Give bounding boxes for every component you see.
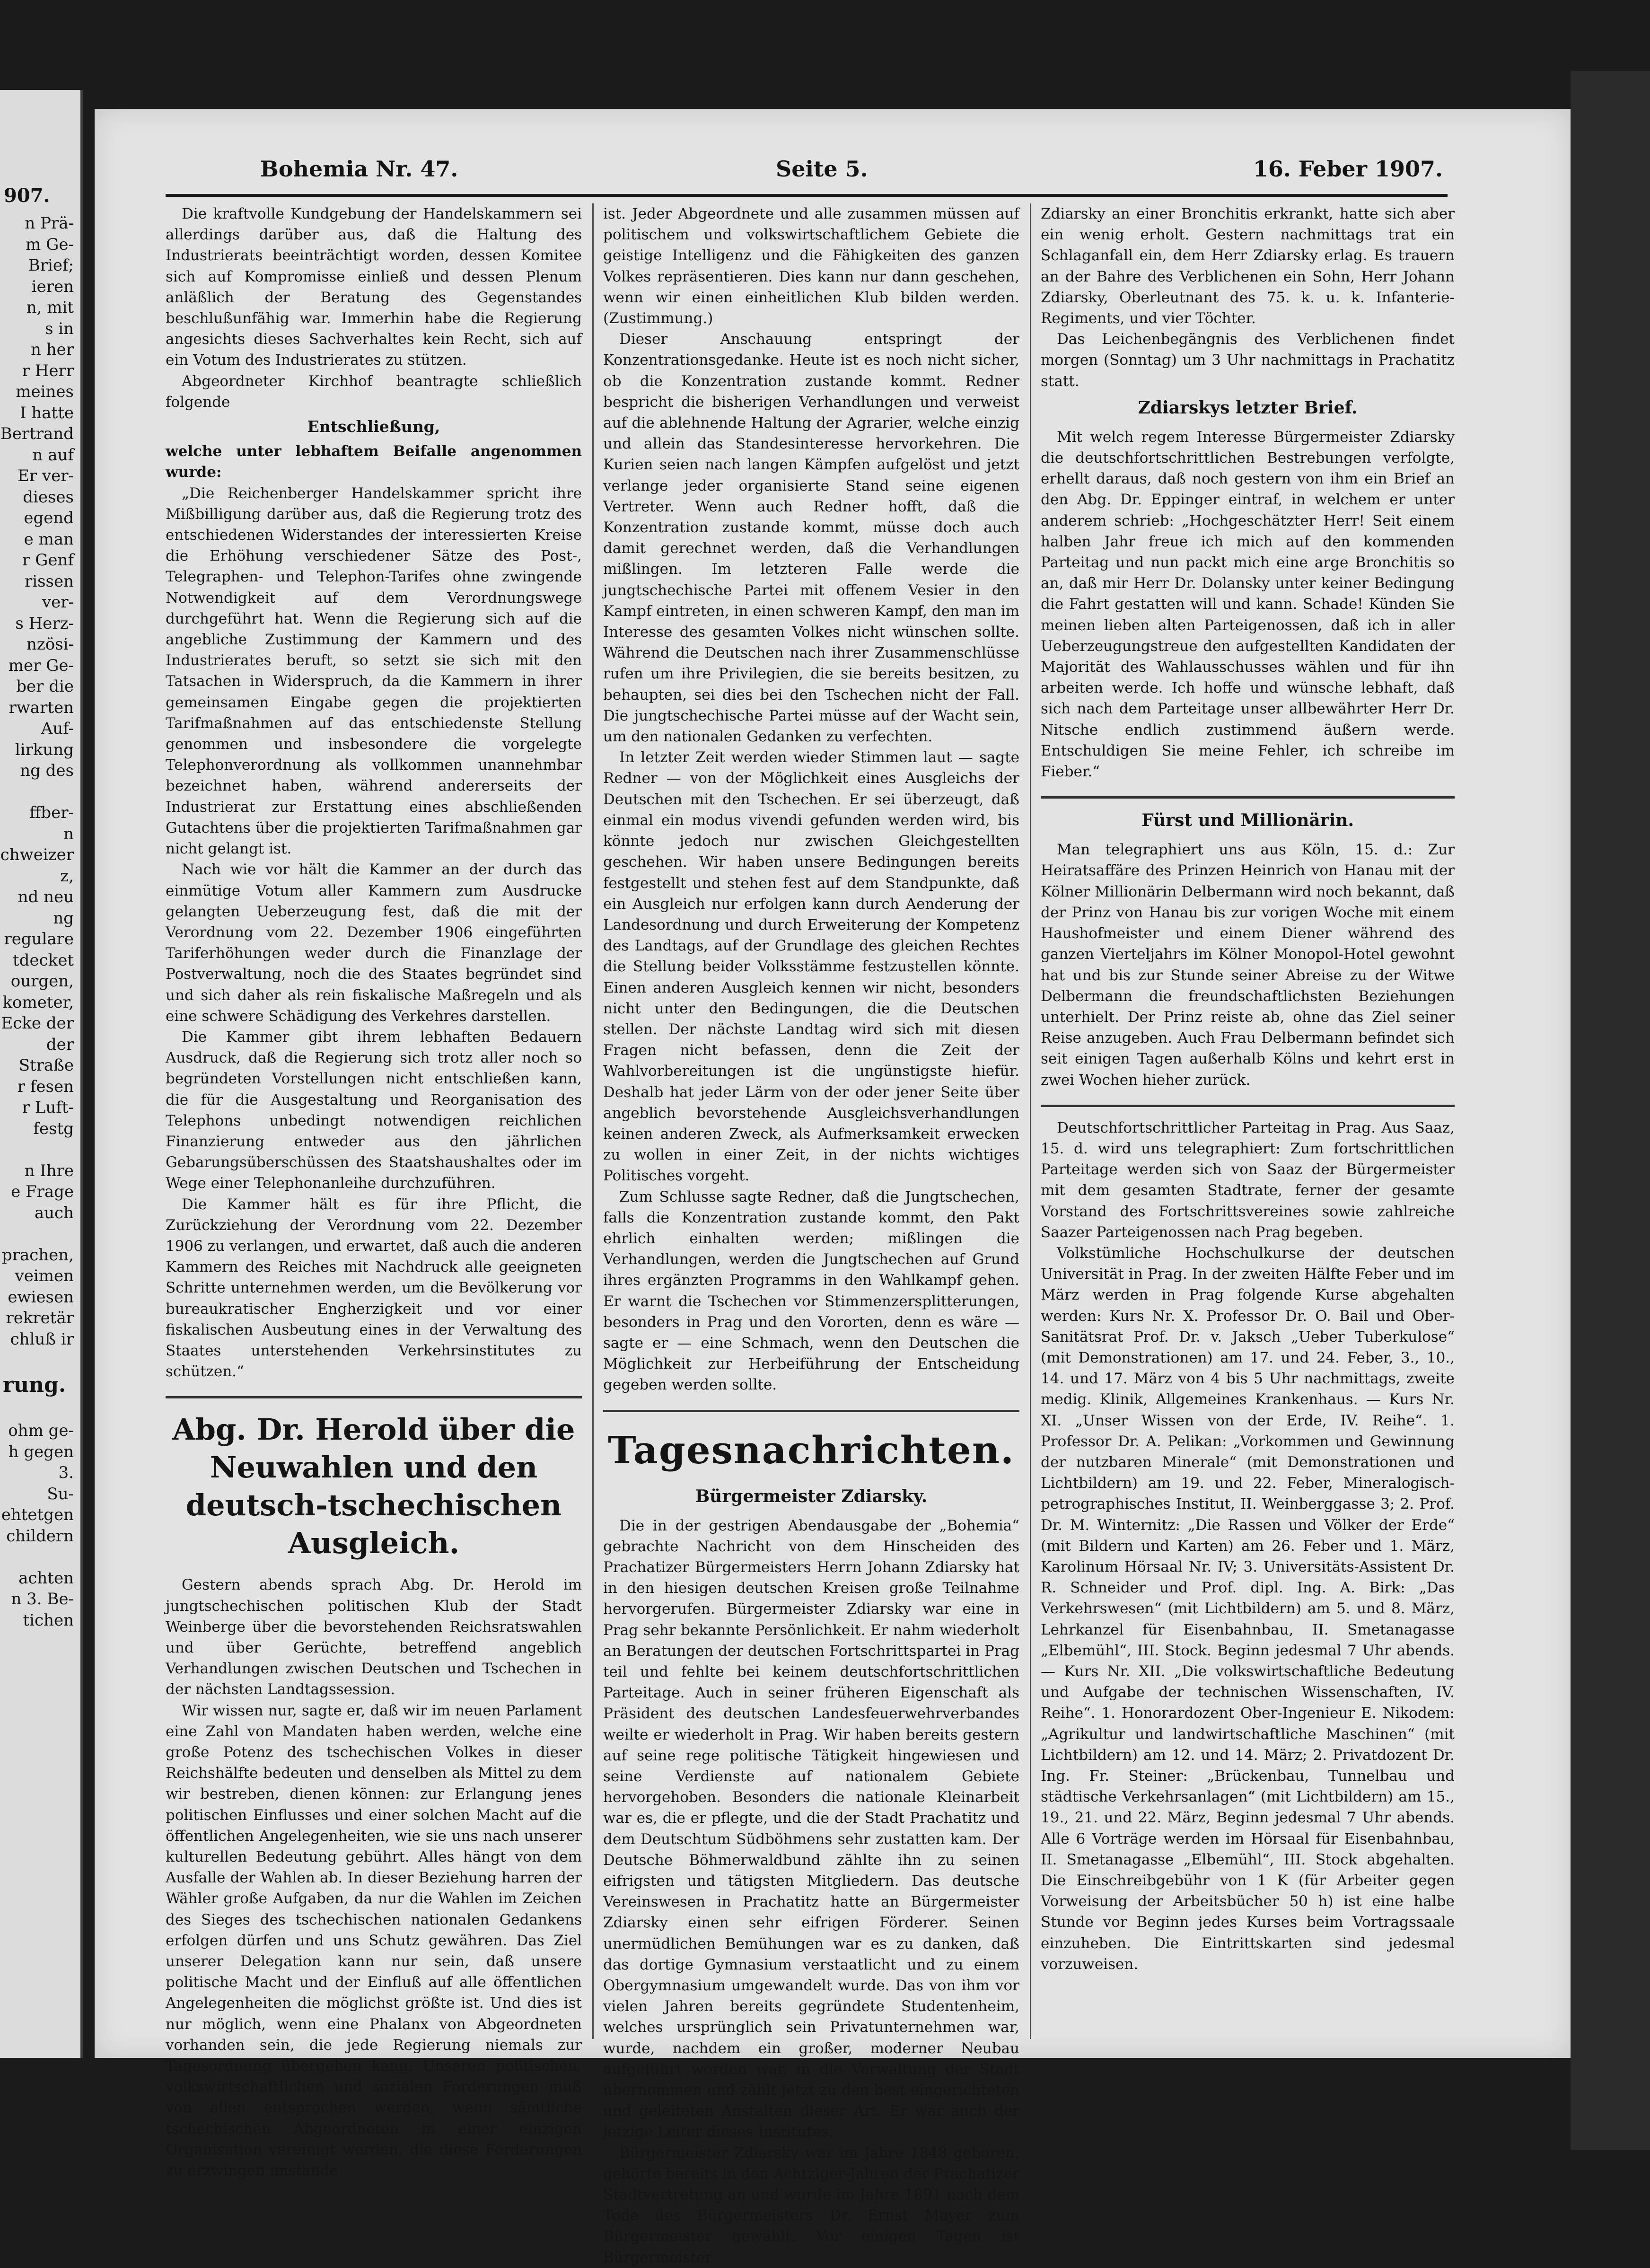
previous-page-line: achten [18,1568,74,1588]
previous-page-line: Ecke der [1,1014,74,1033]
article-paragraph: ist. Jeder Abgeordnete und alle zusammen müssen auf politischem und volkswirtschaftlichem Gebiete die geistige Intelligenz und die Fähigkeiten des ganzen Volkes repräsentieren. Dies kann nur dann geschehen, wenn wir einen einheitlichen Klub bilden werden. (Zustimmung.) [603,205,1019,327]
column-3 [1041,203,1455,2039]
book-binding-edge [1571,71,1650,2150]
resolution-heading: Entschließung, [307,417,440,436]
section-rule [166,1396,582,1398]
previous-page-line: rwarten [9,698,74,717]
previous-page-line: ffber- [29,803,74,822]
header-page-number: Seite 5. [776,156,868,182]
header-publication: Bohemia Nr. 47. [260,156,458,182]
article-paragraph: Bürgermeister Zdiarsky war im Jahre 1848 geboren, gehörte bereits in den Achtziger-Jahren der Prachatizer Stadtvertretung an und wurde im Jahre 1891 nach dem Tode des Bürgermeisters Dr. Ernst Mayer zum Bürgermeister gewählt. Vor einigen Tagen ist Bürgermeister [603,2144,1019,2266]
previous-page-line: m Ge- [26,235,74,254]
article-paragraph: Nach wie vor hält die Kammer an der durch das einmütige Votum aller Kammern zum Ausdrucke gelangten Ueberzeugung fest, daß die mit der Verordnung vom 22. Dezember 1906 eingeführten Tariferhöhungen weder durch die Finanzlage der Postverwaltung, noch die des Staates begründet sind und sich daher als rein fiskalische Maßregeln und als eine schwere Schädigung des Verkehres darstellen. [166,861,582,1025]
previous-page-line [0,1399,80,1421]
column-1 [166,203,582,2180]
previous-page-line: ohm ge- [8,1421,74,1440]
previous-page-line [0,782,80,803]
column-divider [1030,203,1031,2039]
previous-page-line: rekretär [6,1309,74,1327]
previous-page-year: 907. [4,185,50,207]
previous-page-line: dieses [23,487,74,507]
previous-page-line: egend [24,509,74,527]
article-headline: Zdiarskys letzter Brief. [1138,397,1358,418]
article-paragraph: Man telegraphiert uns aus Köln, 15. d.: Zur Heiratsaffäre des Prinzen Heinrich von Hanau mit der Kölner Millionärin Delbermann wird noch bekannt, daß der Prinz von Hanau bis zur vorigen Woche mit einem Haushofmeister und einem Diener während des ganzen Vierteljahrs im Kölner Monopol-Hotel gewohnt hat und bis zur Stunde seiner Abreise zu der Witwe Delbermann die freundschaftlichsten Beziehungen unterhielt. Der Prinz reiste ab, ohne das Ziel seiner Reise anzugeben. Auch Frau Delbermann befindet sich seit einigen Tagen außerhalb Kölns und kehrt erst in zwei Wochen hieher zurück. [1041,841,1455,1089]
previous-page-line: der [46,1035,74,1054]
article-paragraph: Deutschfortschrittlicher Parteitag in Prag. Aus Saaz, 15. d. wird uns telegraphiert: Zum fortschrittlichen Parteitage werden sich von Saaz der Bürgermeister mit dem gesamten Stadtrate, ferner der gesamte Vorstand des Fortschrittsvereines sowie zahlreiche Saazer Parteigenossen nach Prag begeben. [1041,1119,1455,1241]
article-paragraph: Die kraftvolle Kundgebung der Handelskammern sei allerdings darüber aus, daß die Haltung des Industrierats beeinträchtigt worden, dessen Komitee sich auf Kompromisse einließ und dessen Plenum anläßlich der Beratung des Gegenstandes beschlußunfähig war. Immerhin habe die Regierung angesichts dieses Sachverhaltes kein Recht, sich auf ein Votum des Industrierates zu stützen. [166,205,582,369]
previous-page-line: veimen [15,1266,74,1285]
newspaper-page [95,109,1571,2266]
previous-page-line: Straße [18,1056,74,1075]
section-rule [603,1410,1019,1412]
article-paragraph: Gestern abends sprach Abg. Dr. Herold im jungtschechischen politischen Klub der Stadt Weinberge über die bevorstehenden Reichsratswahlen und über Gerüchte, betreffend angeblich Verhandlungen zwischen Deutschen und Tschechen in der nächsten Landtagssession. [166,1576,582,1698]
previous-page-line: I hatte [20,403,74,422]
previous-page-line: auch [34,1203,74,1222]
previous-page-line: Er ver- [18,466,74,485]
previous-page-line: ng [53,908,74,928]
previous-page-line: e man [24,529,74,549]
header-rule [166,194,1448,197]
previous-page-line: s in [44,319,74,338]
previous-page-line [0,1350,80,1371]
previous-page-line [0,1631,80,1652]
previous-page-line: e Frage [11,1182,74,1201]
article-paragraph: Die Kammer hält es für ihre Pflicht, die Zurückziehung der Verordnung vom 22. Dezember 1906 zu verlangen, und erwartet, daß auch die anderen Kammern des Reiches mit Nachdruck alle geeigneten Schritte unternehmen werden, um die Bevölkerung vor bureaukratischer Engherzigkeit und vor einer fiskalischen Ausbeutung eines in der Verwaltung des Staates unterstehenden Verkehrsinstitutes zu schützen.“ [166,1196,582,1380]
previous-page-line: r Luft- [22,1098,74,1117]
previous-page-line: ewiesen [8,1287,74,1307]
section-rule [1041,1105,1455,1107]
header-date: 16. Feber 1907. [1253,156,1443,182]
previous-page-line: prachen, [1,1245,74,1265]
previous-page-line [0,1547,80,1568]
previous-page-line: ourgen, [10,972,74,991]
section-headline: Tagesnachrichten. [608,1427,1015,1472]
previous-page-line: ver- [42,593,74,612]
article-paragraph: Das Leichenbegängnis des Verblichenen findet morgen (Sonntag) um 3 Uhr nachmittags in Prachatitz statt. [1041,331,1455,390]
article-headline: Bürgermeister Zdiarsky. [695,1486,928,1506]
previous-page-line: n auf [32,445,74,465]
previous-page-line: n Ihre [24,1161,74,1180]
article-paragraph: Zum Schlusse sagte Redner, daß die Jungtschechen, falls die Konzentration zustande kommt, den Pakt ehrlich einhalten werden; mißlingen die Verhandlungen, werden die Jungtschechen auf Grund ihres ergänzten Programms in den Wahlkampf gehen. Er warnt die Tschechen vor Stimmenzersplitterungen, besonders in Prag und den Vororten, denn es wäre — sagte er — eine Schmach, wenn den Deutschen die Möglichkeit zur Herbeiführung der Entscheidung gegeben werden sollte. [603,1188,1019,1394]
article-paragraph: Die Kammer gibt ihrem lebhaften Bedauern Ausdruck, daß die Regierung sich trotz aller noch so begründeten Vorstellungen nicht entschließen kann, die für die Ausgestaltung und Reorganisation des Telephons unbedingt notwendigen reichlichen Finanzierung entweder aus den jährlichen Gebarungsüberschüssen des Staatshaushaltes oder im Wege einer Telephonanleihe durchzuführen. [166,1028,582,1192]
previous-page-line: 3. [58,1463,74,1482]
column-2 [603,203,1020,2266]
previous-page-lines [0,213,80,1652]
previous-page-line: nzösi- [26,635,74,654]
previous-page-line: n, mit [26,298,74,317]
previous-page-line: meines [16,382,74,401]
previous-page-line: Auf- [41,719,74,738]
previous-page-line: Brief; [28,256,74,275]
previous-page-line: h gegen [8,1442,74,1461]
article-paragraph: Dieser Anschauung entspringt der Konzentrationsgedanke. Heute ist es noch nicht sicher, ob die Konzentration zustande kommt. Redner bespricht die bisherigen Verhandlungen und verweist auf die ablehnende Haltung der Agrarier, welche einzig und allein das Standesinteresse hervorkehren. Die Kurien seien nach langen Kämpfen aufgelöst und jetzt verlange jeder organisierte Stand seine eigenen Vertreter. Wenn auch Redner hofft, daß die Konzentration zustande kommt, müsse doch auch damit gerechnet werden, daß die Verhandlungen mißlingen. Im letzteren Falle werde die jungtschechische Partei mit offenem Vesier in den Kampf eintreten, in einen schweren Kampf, den man im Interesse des gesamten Volkes nicht wünschen sollte. Während die Deutschen nach ihrer Zusammenschlüsse rufen um ihre Privilegien, die sie bereits besitzen, zu behaupten, sei dies bei den Tschechen nicht der Fall. Die jungtschechische Partei müsse auf der Wacht sein, um den nationalen Gedanken zu verfechten. [603,331,1019,746]
previous-page-line: Su- [47,1484,74,1503]
previous-page-line: n [63,824,74,844]
previous-page-line: ehtetgen [1,1505,74,1524]
previous-page-line: tichen [23,1610,74,1630]
article-paragraph: In letzter Zeit werden wieder Stimmen laut — sagte Redner — von der Möglichkeit eines Ausgleichs der Deutschen mit den Tschechen. Er sei überzeugt, daß einmal ein modus vivendi gefunden werden wird, bis könnte jedoch nur zwischen Gleichgestellten geschehen. Wir haben unsere Bedingungen bereits festgestellt und stehen fest auf dem Standpunkte, daß ein Ausgleich nur erfolgen kann durch Aenderung der Landesordnung und durch Erweiterung der Kompetenz des Landtags, auf der Grundlage des gleichen Rechtes die Stellung beider Volksstämme festzustellen könnte. Einen anderen Ausgleich kennen wir nicht, besonders nicht unter den Bedingungen, die die Deutschen stellen. Der nächste Landtag wird sich mit diesen Fragen nicht befassen, denn die Zeit der Wahlvorbereitungen ist die ungünstigste hiefür. Deshalb hat jeder Lärm von der oder jener Seite über angeblich bevorstehende Ausgleichsverhandlungen keinen anderen Zweck, als Aufmerksamkeit erwecken zu wollen in einer Zeit, in der nichts wichtiges Politisches vorgeht. [603,749,1019,1185]
article-paragraph: Die in der gestrigen Abendausgabe der „Bohemia“ gebrachte Nachricht von dem Hinscheiden des Prachatizer Bürgermeisters Herrn Johann Zdiarsky hat in den hiesigen deutschen Kreisen große Teilnahme hervorgerufen. Bürgermeister Zdiarsky war eine in Prag sehr bekannte Persönlichkeit. Er nahm wiederholt an Beratungen der deutschen Fortschrittspartei in Prag teil und fehlte bei keinem deutschfortschrittlichen Parteitage. Auch in seiner früheren Eigenschaft als Präsident des deutschen Landesfeuerwehrverbandes weilte er wiederholt in Prag. Wir haben bereits gestern auf seine rege politische Tätigkeit hingewiesen und seine Verdienste auf nationalem Gebiete hervorgehoben. Besonders die nationale Kleinarbeit war es, die er pflegte, und die der Stadt Prachatitz und dem Deutschtum Südböhmens sehr zustatten kam. Der Deutsche Böhmerwaldbund zählte ihn zu seinen eifrigsten und tätigsten Mitgliedern. Das deutsche Vereinswesen in Prachatitz hatte an Bürgermeister Zdiarsky einen sehr eifrigen Förderer. Seinen unermüdlichen Bemühungen war es zu danken, daß das dortige Gymnasium verstaatlicht und zu einem Obergymnasium umgewandelt wurde. Das von ihm vor vielen Jahren bereits gegründete Studentenheim, welches ursprünglich sein Privatunternehmen war, wurde, nachdem ein großer, moderner Neubau aufgeführt worden war, in die Verwaltung der Stadt übernommen und zählt jetzt zu den best eingerichteten und geleiteten Anstalten dieser Art. Er war auch der jetzige Leiter dieses Institutes. [603,1517,1020,2141]
previous-page-line: r fesen [17,1077,74,1096]
previous-page-line: mer Ge- [8,656,74,675]
previous-page-line: chluß ir [10,1329,74,1349]
previous-page-line: ber die [16,677,74,696]
article-paragraph: Volkstümliche Hochschulkurse der deutschen Universität in Prag. In der zweiten Hälfte Feber und im März werden in Prag folgende Kurse abgehalten werden: Kurs Nr. X. Professor Dr. O. Bail und Ober-Sanitätsrat Prof. Dr. v. Jaksch „Ueber Tuberkulose“ (mit Demonstrationen) am 17. und 24. Feber, 3., 10., 14. und 17. März von 4 bis 5 Uhr nachmittags, zweite medig. Klinik, Allgemeines Krankenhaus. — Kurs Nr. XI. „Unser Wissen von der Erde, IV. Reihe“. 1. Professor Dr. A. Pelikan: „Vorkommen und Gewinnung der nutzbaren Minerale“ (mit Demonstrationen und Lichtbildern) am 19. und 22. Feber, Mineralogisch-petrographisches Institut, II. Weinberggasse 3; 2. Prof. Dr. M. Winternitz: „Die Rassen und Völker der Erde“ (mit Bildern und Karten) am 26. Feber und 1. März, Karolinum Hörsaal Nr. IV; 3. Universitäts-Assistent Dr. R. Schneider und Prof. dipl. Ing. A. Birk: „Das Verkehrswesen“ (mit Lichtbildern) am 5. und 8. März, Lehrkanzel für Eisenbahnbau, II. Smetanagasse „Elbemühl“, III. Stock. Beginn jedesmal 7 Uhr abends. — Kurs Nr. XII. „Die volkswirtschaftliche Bedeutung und Aufgabe der technischen Wissenschaften, IV. Reihe“. 1. Honorardozent Ober-Ingenieur E. Nikodem: „Agrikultur und landwirtschaftliche Maschinen“ (mit Lichtbildern) am 12. und 14. März; 2. Privatdozent Dr. Ing. Fr. Steiner: „Brückenbau, Tunnelbau und städtische Verkehrsanlagen“ (mit Lichtbildern) am 15., 19., 21. und 22. März, Beginn jedesmal 7 Uhr abends. Alle 6 Vorträge werden im Hörsaal für Eisenbahnbau, II. Smetanagasse „Elbemühl“, III. Stock abgehalten. Die Einschreibgebühr von 1 K (für Arbeiter gegen Vorweisung der Arbeitsbücher 50 h) ist eine halbe Stunde vor Beginn jedes Kurses beim Vortragssaale einzuheben. Die Eintrittskarten sind jedesmal vorzuweisen. [1041,1244,1455,1973]
previous-page-line [0,1223,80,1245]
article-paragraph: Mit welch regem Interesse Bürgermeister Zdiarsky die deutschfortschrittlichen Bestrebungen verfolgte, erhellt daraus, daß noch gestern von ihm ein Brief an den Abg. Dr. Eppinger eintraf, in welchem er unter anderem schrieb: „Hochgeschätzter Herr! Seit einem halben Jahr freue ich mich auf den kommenden Parteitag und nun packt mich eine arge Bronchitis so an, daß mir Herr Dr. Dolansky unter keiner Bedingung die Fahrt gestatten will und kann. Schade! Künden Sie meinen lieben alten Parteigenossen, daß ich in aller Ueberzeugungstreue den aufgestellten Kandidaten der Majorität des Wahlausschusses wählen und für ihn arbeiten werde. Ich hoffe und wünsche lebhaft, daß sich nach dem Parteitage unser allbewährter Herr Dr. Nitsche endlich zustimmend äußern werde. Entschuldigen Sie meine Fehler, ich schreibe im Fieber.“ [1041,428,1455,781]
previous-page-line: childern [6,1526,74,1546]
previous-page-edge [0,90,83,2058]
previous-page-line: Bertrand [0,424,74,443]
previous-page-line: z, [60,866,74,886]
previous-page-line: kometer, [2,993,74,1012]
previous-page-line: ieren [31,277,74,296]
article-paragraph: Wir wissen nur, sagte er, daß wir im neuen Parlament eine Zahl von Mandaten haben werden, welche eine große Potenz des tschechischen Volkes in dieser Reichshälfte bedeuten und denselben als Mittel zu dem wir bestreben, dienen können: zur Erlangung jenes politischen Einflusses und einer solchen Macht auf die öffentlichen Angelegenheiten, wie sie uns nach unserer kulturellen Bedeutung gebührt. Alles hängt von dem Ausfalle der Wahlen ab. In dieser Beziehung harren der Wähler große Aufgaben, da nur die Wahlen im Zeichen des Sieges des tschechischen nationalen Gedankens erfolgen dürfen und uns Schutz gewähren. Das Ziel unserer Delegation kann nur sein, daß unsere politische Macht und der Einfluß auf alle öffentlichen Angelegenheiten die möglichst größte ist. Und dies ist nur möglich, wenn eine Phalanx von Abgeordneten vorhanden sein, die jede Regierung niemals zur Tagesordnung übergehen kann. Unseren politischen, volkswirtschaftlichen und sozialen Forderungen muß von allen entsprochen werden, wenn sämtliche tschechischen Abgeordneten in einer einzigen Organisation vereinigt werden, die diese Forderungen zu erzwingen imstande [166,1702,582,2180]
previous-page-line: n Prä- [25,214,74,233]
previous-page-line: rissen [24,571,74,591]
previous-page-line [0,1139,80,1160]
article-paragraph: „Die Reichenberger Handelskammer spricht ihre Mißbilligung darüber aus, daß die Regierung trotz des entschiedenen Widerstandes der interessierten Kreise die Erhöhung verschiedener Sätze des Post-, Telegraphen- und Telephon-Tarifes ohne zwingende Notwendigkeit auf dem Verordnungswege durchgeführt hat. Wenn die Regierung sich auf die angebliche Zustimmung der Kammern und des Industrierates beruft, so setzt sie sich mit den Tatsachen in Widerspruch, da die Kammern in ihrer gemeinsamen Eingabe gegen die projektierten Tarifmaßnahmen auf das entschiedenste Stellung genommen und insbesondere die vorgelegte Telephonverordnung als vollkommen unannehmbar bezeichnet haben, während andererseits der Industrierat zur Erstattung eines abschließenden Gutachtens über die projektierten Tarifmaßnahmen gar nicht gelangt ist. [166,484,582,858]
article-paragraph: Zdiarsky an einer Bronchitis erkrankt, hatte sich aber ein wenig erholt. Gestern nachmittags trat ein Schlaganfall ein, dem Herr Zdiarsky erlag. Es trauern an der Bahre des Verblichenen ein Sohn, Herr Johann Zdiarsky, Oberleutnant des 75. k. u. k. Infanterie-Regiments, und vier Töchter. [1041,205,1455,327]
previous-page-line: r Herr [22,361,74,380]
previous-page-line: ng des [20,761,74,780]
column-divider [592,203,594,2039]
page-header [166,156,1443,192]
previous-page-line: nd neu [18,888,74,906]
article-headline: Abg. Dr. Herold über die Neuwahlen und den deutsch-tschechischen Ausgleich. [172,1412,575,1561]
previous-page-line: n 3. Be- [11,1590,74,1609]
previous-page-line: lirkung [15,740,74,759]
resolution-subheading: welche unter lebhaftem Beifalle angenommen wurde: [166,443,582,481]
previous-page-line: s Herz- [15,614,74,633]
previous-page-line: n her [31,340,74,359]
previous-page-line: r Genf [22,551,74,570]
previous-page-line: rung. [3,1372,66,1397]
previous-page-line: tdecket [13,950,74,970]
article-paragraph: Abgeordneter Kirchhof beantragte schließlich folgende [166,372,582,411]
previous-page-line: chweizer [0,845,74,864]
article-headline: Fürst und Millionärin. [1141,810,1354,831]
previous-page-line: regulare [4,930,74,949]
previous-page-line: festg [33,1119,74,1138]
section-rule [1041,796,1455,799]
